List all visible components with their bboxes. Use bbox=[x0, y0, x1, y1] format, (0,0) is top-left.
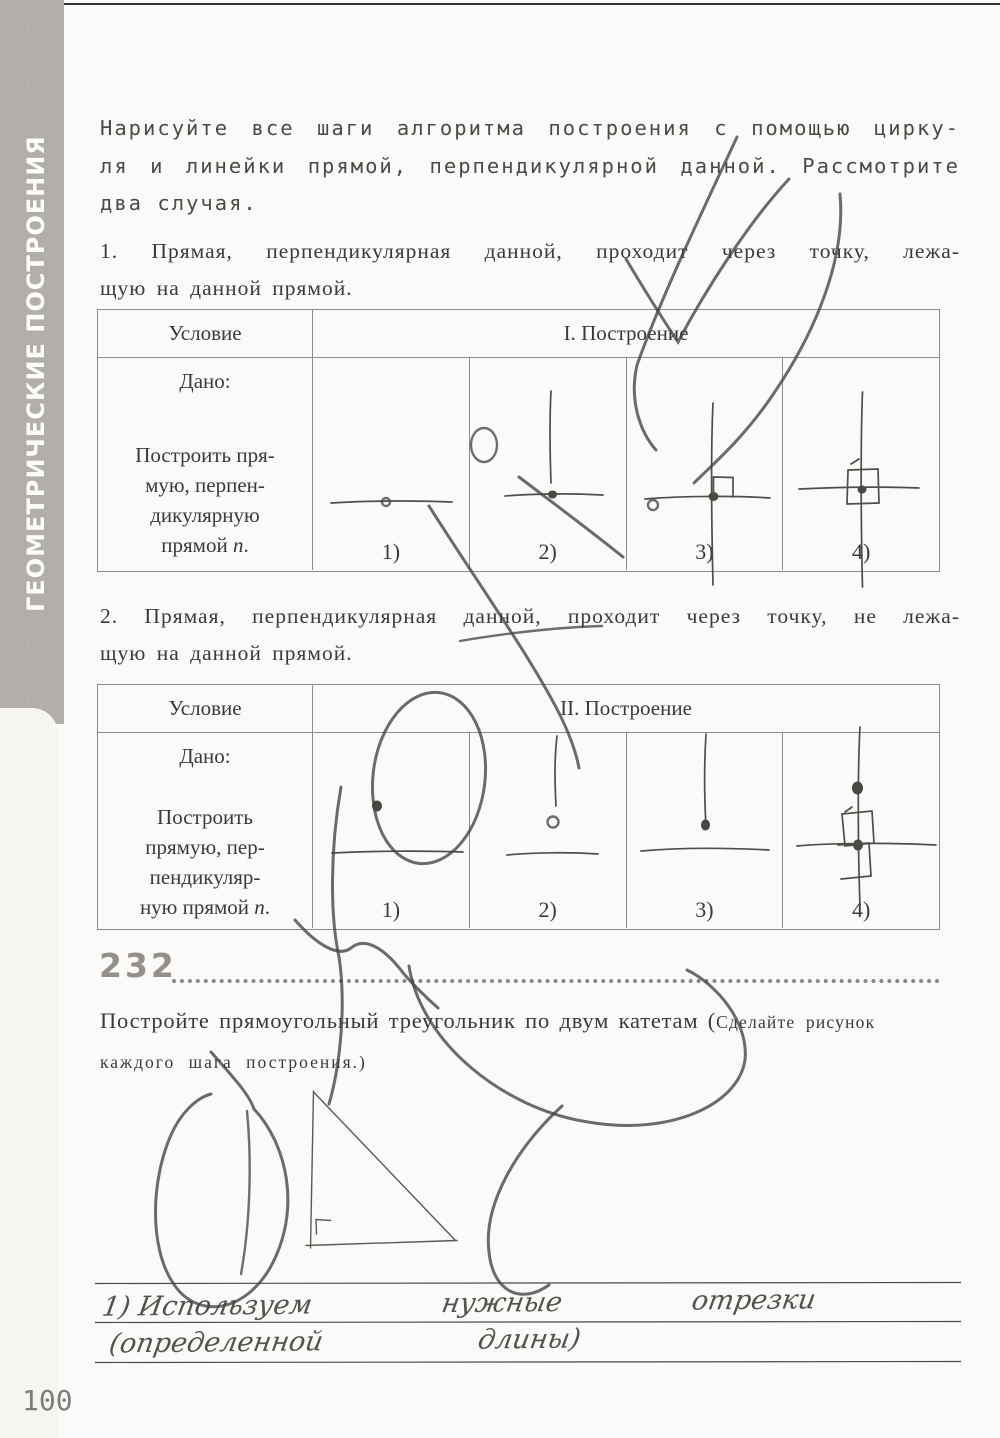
handwritten-answer-line1 bbox=[100, 1284, 818, 1322]
given-label: Дано: bbox=[179, 369, 231, 393]
chapter-sidebar-label-box bbox=[16, 135, 56, 612]
step-label: 3) bbox=[695, 539, 714, 564]
table-header-row bbox=[98, 310, 939, 358]
triangle-sketch bbox=[306, 1091, 457, 1248]
intro-paragraph bbox=[100, 110, 962, 223]
text-line: 1. Прямая, перпендикулярная данной, проходит через точку, лежа- bbox=[100, 239, 960, 263]
given-task-text bbox=[98, 802, 312, 922]
text-line: дикулярную bbox=[150, 503, 260, 527]
table-body-row bbox=[98, 733, 939, 928]
step-label: 3) bbox=[695, 897, 714, 922]
text-line: щую на данной прямой. bbox=[100, 276, 353, 300]
variable-n: n bbox=[232, 533, 244, 557]
construction-table-1 bbox=[97, 309, 940, 572]
text-line: Нарисуйте все шаги алгоритма построения с помощью цирку- bbox=[100, 116, 960, 140]
given-cell bbox=[98, 733, 313, 928]
handwritten-word: длины) bbox=[475, 1323, 583, 1356]
handwritten-word: (определенной bbox=[107, 1326, 326, 1360]
exercise-number: 232 bbox=[99, 946, 177, 985]
construction-steps bbox=[313, 358, 939, 570]
page-left-lower-edge bbox=[0, 708, 58, 1438]
text-line: прямой n. bbox=[161, 533, 249, 557]
text-line: два случая. bbox=[100, 191, 258, 215]
step-cell-2 bbox=[470, 358, 627, 570]
handwritten-word: отрезки bbox=[689, 1284, 819, 1317]
given-cell bbox=[98, 358, 313, 570]
handwritten-word: нужные bbox=[439, 1286, 565, 1320]
text-line: ля и линейки прямой, перпендикулярной данной. Рассмотрите bbox=[100, 153, 960, 178]
handwritten-word: 1) Используем bbox=[99, 1289, 315, 1323]
step-label: 1) bbox=[381, 539, 401, 564]
given-task-text bbox=[98, 440, 312, 560]
exercise-task-line2: каждого шага построения.) bbox=[100, 1052, 367, 1072]
text-line: мую, перпен- bbox=[145, 473, 265, 497]
step-label: 4) bbox=[851, 539, 871, 564]
step-label: 1) bbox=[381, 897, 401, 922]
construction-header-cell: I. Построение bbox=[563, 321, 689, 345]
text-line: пендикуляр- bbox=[149, 865, 261, 889]
text-line: ную прямой n. bbox=[139, 895, 271, 919]
condition-header-cell: Условие bbox=[98, 310, 313, 357]
text-line: Построить bbox=[157, 805, 253, 829]
text-line: 2. Прямая, перпендикулярная данной, проходит через точку, не лежа- bbox=[100, 604, 960, 628]
case-1-heading bbox=[100, 233, 962, 307]
handwritten-answer-line2 bbox=[107, 1324, 583, 1360]
text-line: Построить пря- bbox=[135, 443, 275, 467]
table-header-row bbox=[98, 685, 939, 733]
page-top-rule bbox=[8, 3, 1000, 5]
step-label: 2) bbox=[538, 897, 557, 922]
construction-table-2 bbox=[97, 684, 940, 930]
variable-n: n bbox=[254, 895, 265, 919]
table-body-row bbox=[98, 358, 939, 570]
construction-header-cell: II. Построение bbox=[560, 696, 692, 720]
step-cell-1 bbox=[313, 358, 470, 570]
text-line: прямую, пер- bbox=[145, 835, 265, 859]
dotted-rule bbox=[172, 953, 940, 983]
case-2-heading bbox=[100, 598, 962, 672]
step-cell-4 bbox=[783, 733, 939, 928]
step-cell-3 bbox=[627, 358, 784, 570]
given-label: Дано: bbox=[179, 744, 231, 768]
construction-steps bbox=[313, 733, 939, 928]
chapter-sidebar-label: ГЕОМЕТРИЧЕСКИЕ ПОСТРОЕНИЯ bbox=[22, 135, 50, 612]
condition-header-cell: Условие bbox=[98, 685, 313, 732]
step-cell-3 bbox=[627, 733, 784, 928]
step-label: 4) bbox=[851, 897, 871, 922]
step-label: 2) bbox=[538, 539, 557, 564]
exercise-task-line1: Постройте прямоугольный треугольник по двум катетам (Сделайте рисунок bbox=[100, 1008, 876, 1033]
page-number: 100 bbox=[22, 1384, 73, 1417]
step-cell-4 bbox=[783, 358, 939, 570]
step-cell-1 bbox=[313, 733, 470, 928]
text-line: щую на данной прямой. bbox=[100, 641, 353, 665]
step-cell-2 bbox=[470, 733, 627, 928]
